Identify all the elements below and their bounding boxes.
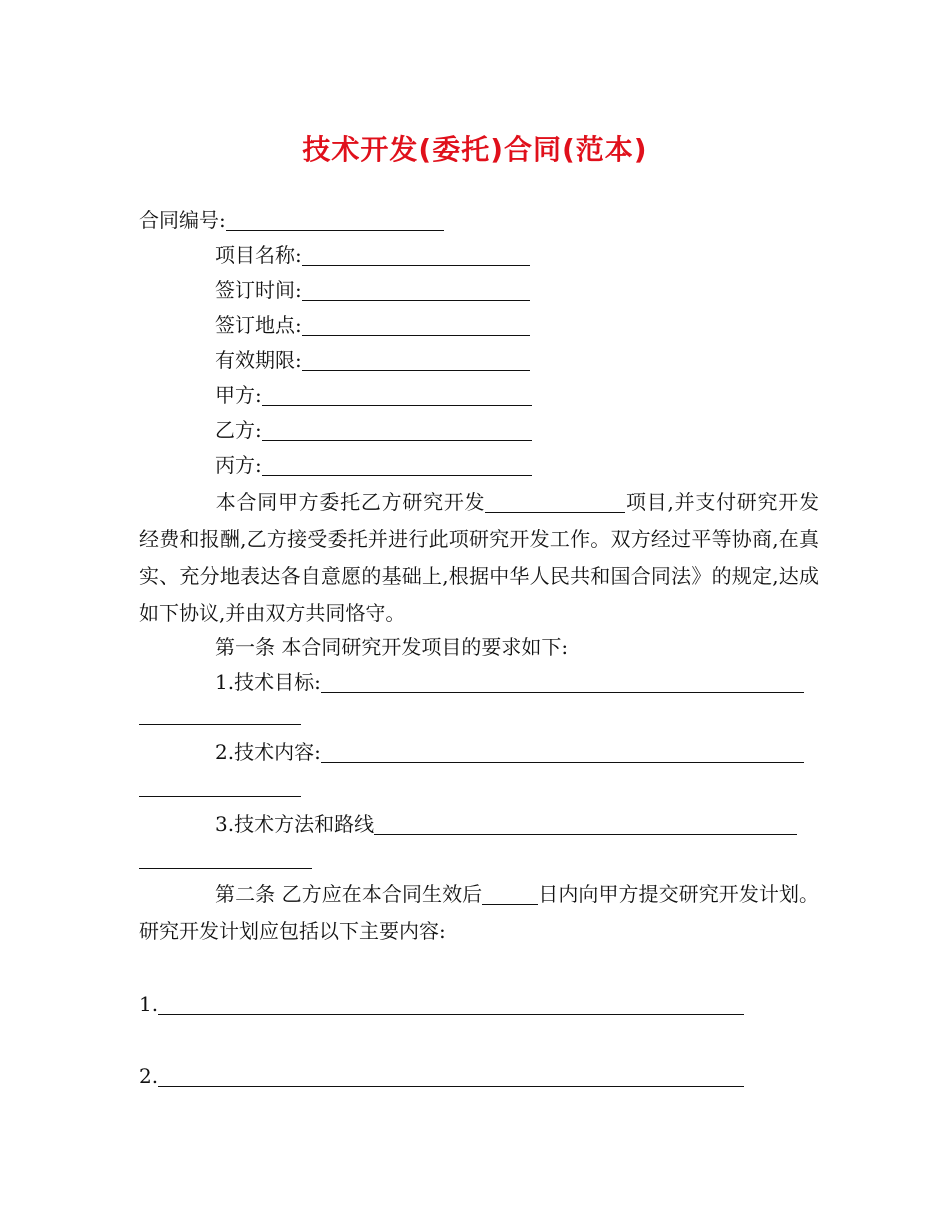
contract-number-label: 合同编号: <box>139 208 226 232</box>
article2-text-part1: 第二条 乙方应在本合同生效后 <box>215 882 483 906</box>
article1-heading: 第一条 本合同研究开发项目的要求如下: <box>215 635 569 659</box>
sign-place-label: 签订地点: <box>215 313 302 337</box>
article1-item3-line <box>215 811 797 837</box>
intro-paragraph <box>139 484 819 632</box>
tech-method-continuation-blank[interactable] <box>139 868 312 869</box>
sign-time-line <box>215 277 530 303</box>
valid-period-line <box>215 347 530 373</box>
party-b-label: 乙方: <box>215 418 262 442</box>
article1-item1-line <box>215 669 804 695</box>
contract-number-line <box>139 207 444 233</box>
contract-number-blank[interactable] <box>226 210 444 231</box>
intro-project-blank[interactable] <box>485 492 625 513</box>
article2-item1-line <box>139 991 744 1017</box>
article2-item2-line <box>139 1063 744 1089</box>
tech-content-continuation-blank[interactable] <box>139 796 301 797</box>
party-a-label: 甲方: <box>215 383 262 407</box>
sign-time-blank[interactable] <box>302 280 530 301</box>
valid-period-blank[interactable] <box>302 350 530 371</box>
article2-paragraph <box>139 876 819 950</box>
plan-item1-label: 1. <box>139 992 159 1016</box>
party-a-blank[interactable] <box>262 385 532 406</box>
valid-period-label: 有效期限: <box>215 348 302 372</box>
tech-goal-blank[interactable] <box>321 672 804 693</box>
article2-days-blank[interactable] <box>482 884 538 905</box>
project-name-label: 项目名称: <box>215 243 302 267</box>
party-c-label: 丙方: <box>215 453 262 477</box>
party-a-line <box>215 382 532 408</box>
article1-item2-line <box>215 739 804 765</box>
intro-text-part1: 本合同甲方委托乙方研究开发 <box>215 490 486 514</box>
sign-place-line <box>215 312 530 338</box>
plan-item2-blank[interactable] <box>158 1066 744 1087</box>
tech-method-label: 3.技术方法和路线 <box>215 812 375 836</box>
sign-time-label: 签订时间: <box>215 278 302 302</box>
party-b-blank[interactable] <box>262 420 532 441</box>
tech-content-label: 2.技术内容: <box>215 740 321 764</box>
plan-item2-label: 2. <box>139 1064 159 1088</box>
party-c-blank[interactable] <box>262 455 532 476</box>
sign-place-blank[interactable] <box>302 315 530 336</box>
party-c-line <box>215 452 532 478</box>
article2-text-part2: 日内向甲方提交研究开发计划。研究开发计划应包括以下主要内容: <box>139 882 820 943</box>
party-b-line <box>215 417 532 443</box>
intro-text-part2: 项目,并支付研究开发经费和报酬,乙方接受委托并进行此项研究开发工作。双方经过平等协商,在真实、充分地表达各自意愿的基础上,根据中华人民共和国合同法》的规定,达成如下协议,并由双方共同恪守。 <box>139 490 820 625</box>
plan-item1-blank[interactable] <box>158 994 744 1015</box>
project-name-line <box>215 242 530 268</box>
tech-goal-continuation-blank[interactable] <box>139 724 301 725</box>
project-name-blank[interactable] <box>302 245 530 266</box>
tech-goal-label: 1.技术目标: <box>215 670 321 694</box>
tech-method-blank[interactable] <box>374 814 797 835</box>
tech-content-blank[interactable] <box>321 742 804 763</box>
document-title: 技术开发(委托)合同(范本) <box>302 133 648 166</box>
